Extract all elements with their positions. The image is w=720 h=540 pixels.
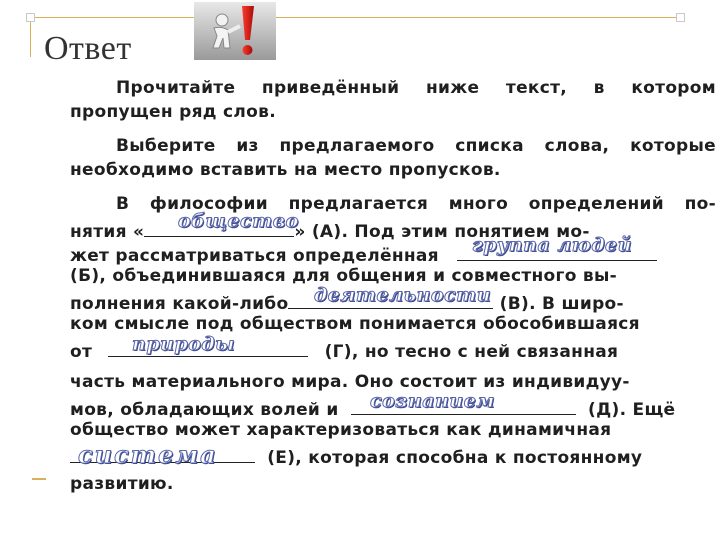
- frame-top-line: [30, 17, 680, 18]
- answer-nature: природы: [132, 333, 235, 355]
- text-line: Выберите из предлагаемого списка слова, которые: [116, 136, 716, 156]
- text-line: (Б), объединившаяся для общения и совместного вы-: [70, 266, 618, 286]
- text-segment: (Е), которая способна к постоянному: [267, 448, 643, 468]
- frame-corner-square: [26, 13, 35, 22]
- text-line: пропущен ряд слов.: [70, 102, 276, 122]
- text-line: Прочитайте приведённый ниже текст, в котором: [116, 78, 716, 98]
- frame-corner-square: [676, 13, 685, 22]
- answer-consciousness: сознанием: [370, 390, 495, 412]
- answer-activity: деятельности: [314, 284, 492, 306]
- text-line: общество может характеризоваться как динамичная: [70, 420, 612, 440]
- text-line: В философии предлагается много определений по-: [116, 194, 716, 214]
- answer-system: система: [78, 440, 218, 469]
- text-segment: (Г), но тесно с ней связанная: [324, 342, 619, 362]
- text-line: ком смысле под обществом понимается обособившаяся: [70, 314, 640, 334]
- text-segment: нятия «: [70, 222, 145, 242]
- bullet-dash: [32, 478, 46, 480]
- text-line: часть материального мира. Оно состоит из индивидуу-: [70, 372, 630, 392]
- answer-society: общество: [178, 210, 299, 232]
- text-segment: жет рассматриваться определённая: [70, 246, 439, 266]
- slide-title: Ответ: [44, 30, 132, 67]
- text-segment: полнения какой-либо: [70, 294, 289, 314]
- frame-left-line: [30, 17, 31, 57]
- task-document: [70, 78, 716, 498]
- text-segment: (В). В широ-: [499, 294, 624, 314]
- text-segment: » (А). Под этим понятием мо-: [294, 222, 590, 242]
- text-segment: от: [70, 342, 93, 362]
- exclamation-person-icon: [190, 0, 280, 62]
- text-segment: мов, обладающих волей и: [70, 400, 339, 420]
- text-line: необходимо вставить на место пропусков.: [70, 160, 501, 180]
- answer-group-of-people: группа людей: [472, 234, 632, 256]
- text-segment: (Д). Ещё: [588, 400, 676, 420]
- text-line: развитию.: [70, 474, 174, 494]
